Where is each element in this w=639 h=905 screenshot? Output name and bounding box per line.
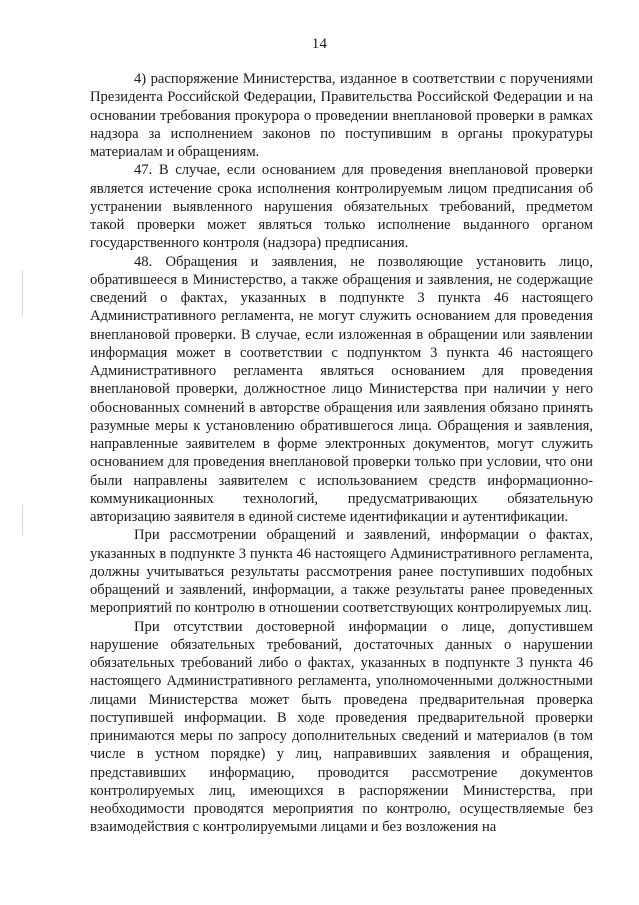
paragraph-consideration: При рассмотрении обращений и заявлений, информации о фактах, указанных в подпункте 3 пункта 46 настоящего Административного регламента, должны учитываться результаты рассмотрения ранее поступивших подобных обращений и заявлений, информации, а также результаты ранее проведенных мероприятий по контролю в отношении соответствующих контролируемых лиц. — [90, 527, 593, 617]
page-number: 14 — [311, 36, 328, 52]
paragraph-item-4: 4) распоряжение Министерства, изданное в соответствии с поручениями Президента Российской Федерации, Правительства Российской Федерации и на основании требования прокурора о проведении внеплановой проверки в рамках надзора за исполнением законов по поступившим в органы прокуратуры материалам и обращениям. — [90, 71, 593, 160]
paragraph-48: 48. Обращения и заявления, не позволяющие установить лицо, обратившееся в Министерство, а также обращения и заявления, не содержащие сведений о фактах, указанных в подпункте 3 пункта 46 настоящего Административного регламента, не могут служить основанием для проведения внеплановой проверки. В случае, если изложенная в обращении или заявлении информация может в соответствии с подпунктом 3 пункта 46 настоящего Административного регламента являться основанием для проведения внеплановой проверки, должностное лицо Министерства при наличии у него обоснованных сомнений в авторстве обращения или заявления обязано принять разумные меры к установлению обратившегося лица. Обращения и заявления, направленные заявителем в форме электронных документов, могут служить основанием для проведения внеплановой проверки только при условии, что они были направлены заявителем с использованием средств информационно-коммуникационных технологий, предусматривающих обязательную авторизацию заявителя в единой системе идентификации и аутентификации. — [90, 253, 593, 525]
scan-artifact-line — [22, 505, 23, 535]
document-body — [90, 70, 593, 837]
paragraph-preliminary-check: При отсутствии достоверной информации о лице, допустившем нарушение обязательных требований, достаточных данных о нарушении обязательных требований либо о фактах, указанных в подпункте 3 пункта 46 настоящего Административного регламента, уполномоченными должностными лицами Министерства может быть проведена предварительная проверка поступившей информации. В ходе проведения предварительной проверки принимаются меры по запросу дополнительных сведений и материалов (в том числе в устном порядке) у лиц, направивших заявления и обращения, представивших информацию, проводится рассмотрение документов контролируемых лиц, имеющихся в распоряжении Министерства, при необходимости проводятся мероприятия по контролю, осуществляемые без взаимодействия с контролируемыми лицами и без возложения на — [90, 618, 593, 836]
scan-artifact-line — [22, 270, 23, 316]
paragraph-47: 47. В случае, если основанием для проведения внеплановой проверки является истечение срока исполнения контролируемым лицом предписания об устранении выявленного нарушения обязательных требований, предметом такой проверки может являться только исполнение выданного органом государственного контроля (надзора) предписания. — [90, 162, 593, 252]
